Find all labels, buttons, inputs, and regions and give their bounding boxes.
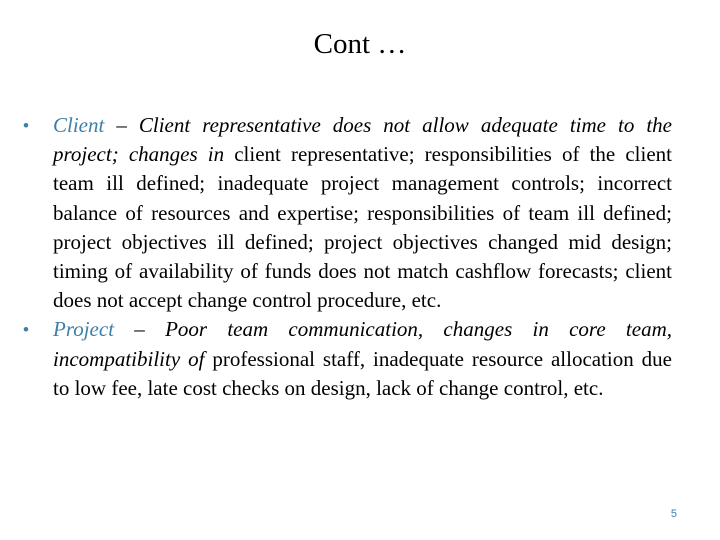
bullet-marker: • — [23, 320, 29, 340]
bullet-item-client — [20, 111, 672, 315]
slide-title: Cont … — [313, 28, 407, 60]
bullet-list — [20, 111, 672, 403]
bullet-term: Project — [53, 317, 115, 342]
bullet-text: professional staff, inadequate resource allocation due to low fee, late cost checks on design, lack of change control, etc. — [53, 346, 672, 400]
bullet-text: client representative; responsibilities of the client team ill defined; inadequate project management controls; incorrect balance of resources and expertise; responsibilities of team ill defined; project objectives ill defined; project objectives changed mid design; timing of availability of funds does not match cashflow forecasts; client does not accept change control procedure, etc. — [53, 142, 672, 313]
bullet-item-project — [20, 315, 672, 403]
bullet-text-italic: – Poor team communication, changes in core team, incompatibility of — [53, 317, 672, 371]
bullet-text-italic: – Client representative does not allow adequate time to the project; changes in — [53, 113, 672, 167]
bullet-term: Client — [53, 113, 105, 137]
bullet-marker: • — [23, 116, 29, 135]
page-number: 5 — [670, 508, 677, 520]
